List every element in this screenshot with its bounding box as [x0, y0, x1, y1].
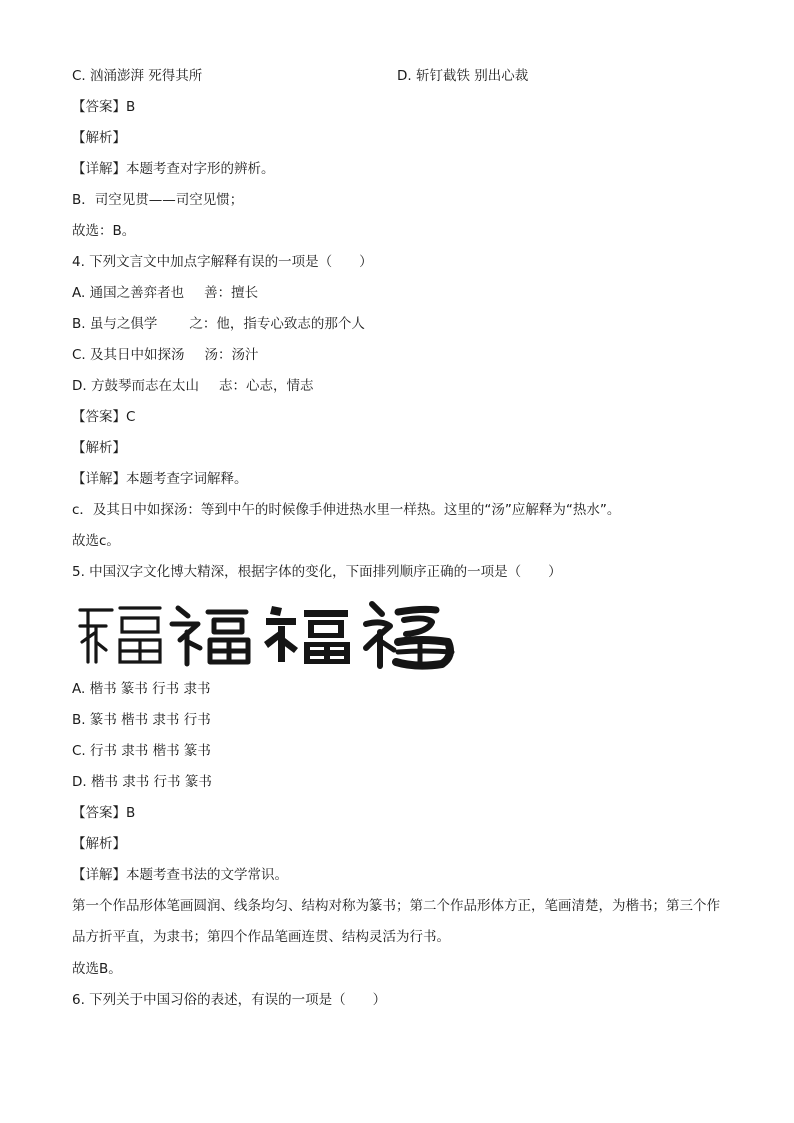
q4-analysis-label: 【解析】	[72, 440, 126, 456]
q4-stem: 4. 下列文言文中加点字解释有误的一项是（ ）	[72, 254, 373, 270]
q4-option-a	[72, 284, 258, 302]
q6-stem: 6. 下列关于中国习俗的表述，有误的一项是（ ）	[72, 992, 387, 1008]
q5-answer: 【答案】B	[72, 805, 136, 821]
q5-explanation: 第一个作品形体笔画圆润、线条均匀、结构对称为篆书；第二个作品形体方正，笔画清楚，为楷书；第三个作品方折平直，为隶书；第四个作品笔画连贯、结构灵活为行书。	[72, 898, 720, 945]
q4-explanation: c．及其日中如探汤：等到中午的时候像手伸进热水里一样热。这里的“汤”应解释为“热水”。	[72, 502, 621, 518]
q4-option-b-gloss: 之：他，指专心致志的那个人	[189, 316, 365, 332]
clerical-script-fu	[264, 606, 350, 664]
q4-option-c-text: C. 及其日中如探汤	[72, 347, 185, 363]
q5-detail: 【详解】本题考查书法的文学常识。	[72, 867, 288, 883]
calligraphy-svg	[76, 598, 466, 670]
regular-script-fu	[172, 608, 248, 664]
q5-option-b: B. 篆书 楷书 隶书 行书	[72, 712, 211, 728]
q4-answer: 【答案】C	[72, 409, 136, 425]
running-script-fu	[366, 604, 452, 666]
q5-option-c: C. 行书 隶书 楷书 篆书	[72, 743, 211, 759]
calligraphy-image	[76, 598, 466, 670]
q3-explanation: B．司空见贯——司空见惯；	[72, 192, 244, 208]
q5-option-d: D. 楷书 隶书 行书 篆书	[72, 774, 212, 790]
q5-analysis-label: 【解析】	[72, 836, 126, 852]
q5-option-a: A. 楷书 篆书 行书 隶书	[72, 681, 211, 697]
q3-detail: 【详解】本题考查对字形的辨析。	[72, 161, 275, 177]
q3-option-d: D. 斩钉截铁 别出心裁	[397, 68, 529, 84]
q3-analysis-label: 【解析】	[72, 130, 126, 146]
q4-option-c-gloss: 汤：汤汁	[204, 347, 259, 363]
seal-script-fu	[80, 608, 160, 662]
q4-conclusion: 故选c。	[72, 533, 120, 549]
q5-conclusion: 故选B。	[72, 961, 122, 977]
q4-detail: 【详解】本题考查字词解释。	[72, 471, 248, 487]
q4-option-b	[72, 315, 365, 333]
q4-option-b-text: B. 虽与之俱学	[72, 316, 158, 332]
q4-option-a-text: A. 通国之善弈者也	[72, 285, 185, 301]
q4-option-d	[72, 377, 313, 395]
q4-option-d-gloss: 志：心志，情志	[218, 378, 314, 394]
q4-option-a-gloss: 善：擅长	[204, 285, 259, 301]
q3-answer: 【答案】B	[72, 99, 136, 115]
q3-option-c: C. 汹涌澎湃 死得其所	[72, 68, 203, 84]
q5-stem: 5. 中国汉字文化博大精深，根据字体的变化，下面排列顺序正确的一项是（ ）	[72, 564, 562, 580]
q4-option-c	[72, 346, 259, 364]
q4-option-d-text: D. 方鼓琴而志在太山	[72, 378, 199, 394]
q3-conclusion: 故选：B。	[72, 223, 136, 239]
